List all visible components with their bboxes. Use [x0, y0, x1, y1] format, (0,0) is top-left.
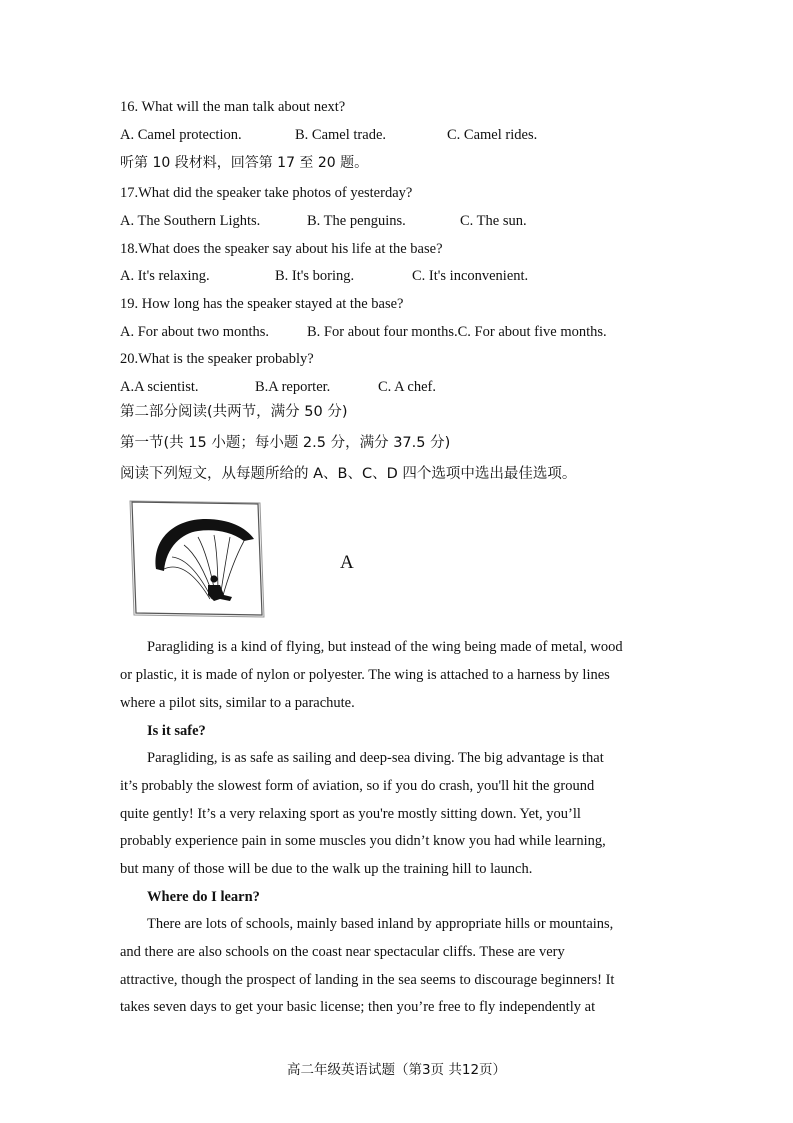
part-two-title: 第二部分阅读(共两节，满分 50 分) [120, 404, 348, 420]
paragraph-line: it’s probably the slowest form of aviation, so if you do crash, you'll hit the ground [120, 777, 595, 794]
paragraph-line: and there are also schools on the coast near spectacular cliffs. These are very [120, 943, 565, 960]
paragraph-line: but many of those will be due to the walk up the training hill to launch. [120, 861, 533, 878]
paraglider-figure [126, 499, 266, 619]
question-18: 18.What does the speaker say about his life at the base? [120, 241, 443, 257]
question-20: 20.What is the speaker probably? [120, 351, 314, 367]
passage-paragraph-1 [120, 634, 673, 717]
q20-option-b: B.A reporter. [255, 379, 331, 395]
heading-is-it-safe: Is it safe? [147, 723, 206, 739]
paragraph-line: attractive, though the prospect of landing in the sea seems to discourage beginners! It [120, 971, 615, 988]
instruction-material-10: 听第 10 段材料，回答第 17 至 20 题。 [120, 155, 369, 171]
heading-where-do-i-learn: Where do I learn? [147, 889, 260, 905]
q19-option-a: A. For about two months. [120, 324, 270, 340]
paragraph-line: where a pilot sits, similar to a parachute. [120, 694, 355, 711]
q17-option-a: A. The Southern Lights. [120, 213, 261, 229]
q16-option-a: A. Camel protection. [120, 127, 242, 143]
reading-instruction: 阅读下列短文，从每题所给的 A、B、C、D 四个选项中选出最佳选项。 [120, 466, 577, 482]
q16-option-c: C. Camel rides. [447, 127, 538, 143]
paragraph-line: There are lots of schools, mainly based inland by appropriate hills or mountains, [147, 916, 614, 932]
paragraph-line: probably experience pain in some muscles you didn’t know you had while learning, [120, 833, 606, 850]
passage-letter: A [340, 552, 354, 573]
paragraph-line: Paragliding, is as safe as sailing and deep-sea diving. The big advantage is that [147, 750, 604, 766]
q17-option-b: B. The penguins. [307, 213, 406, 229]
question-19: 19. How long has the speaker stayed at the base? [120, 296, 404, 312]
paragraph-line: quite gently! It’s a very relaxing sport as you're mostly sitting down. Yet, you’ll [120, 805, 581, 822]
paragraph-line: takes seven days to get your basic license; then you’re free to fly independently at [120, 999, 596, 1016]
section-one-title: 第一节(共 15 小题；每小题 2.5 分，满分 37.5 分) [120, 435, 451, 451]
passage-paragraph-3 [120, 911, 673, 1022]
q20-option-a: A.A scientist. [120, 379, 199, 395]
paragraph-line: Paragliding is a kind of flying, but instead of the wing being made of metal, wood [147, 639, 623, 655]
paraglider-icon [126, 499, 266, 619]
passage-paragraph-2 [120, 745, 673, 884]
q18-option-a: A. It's relaxing. [120, 268, 210, 284]
question-16: 16. What will the man talk about next? [120, 99, 346, 115]
paragraph-line: or plastic, it is made of nylon or polyester. The wing is attached to a harness by lines [120, 666, 610, 683]
q16-option-b: B. Camel trade. [295, 127, 387, 143]
q18-option-c: C. It's inconvenient. [412, 268, 529, 284]
q17-option-c: C. The sun. [460, 213, 527, 229]
page-footer: 高二年级英语试题（第3页 共12页） [286, 1062, 507, 1078]
q20-option-c: C. A chef. [378, 379, 436, 395]
q18-option-b: B. It's boring. [275, 268, 355, 284]
q19-option-b-c: B. For about four months.C. For about five months. [307, 324, 607, 340]
question-17: 17.What did the speaker take photos of yesterday? [120, 185, 413, 201]
